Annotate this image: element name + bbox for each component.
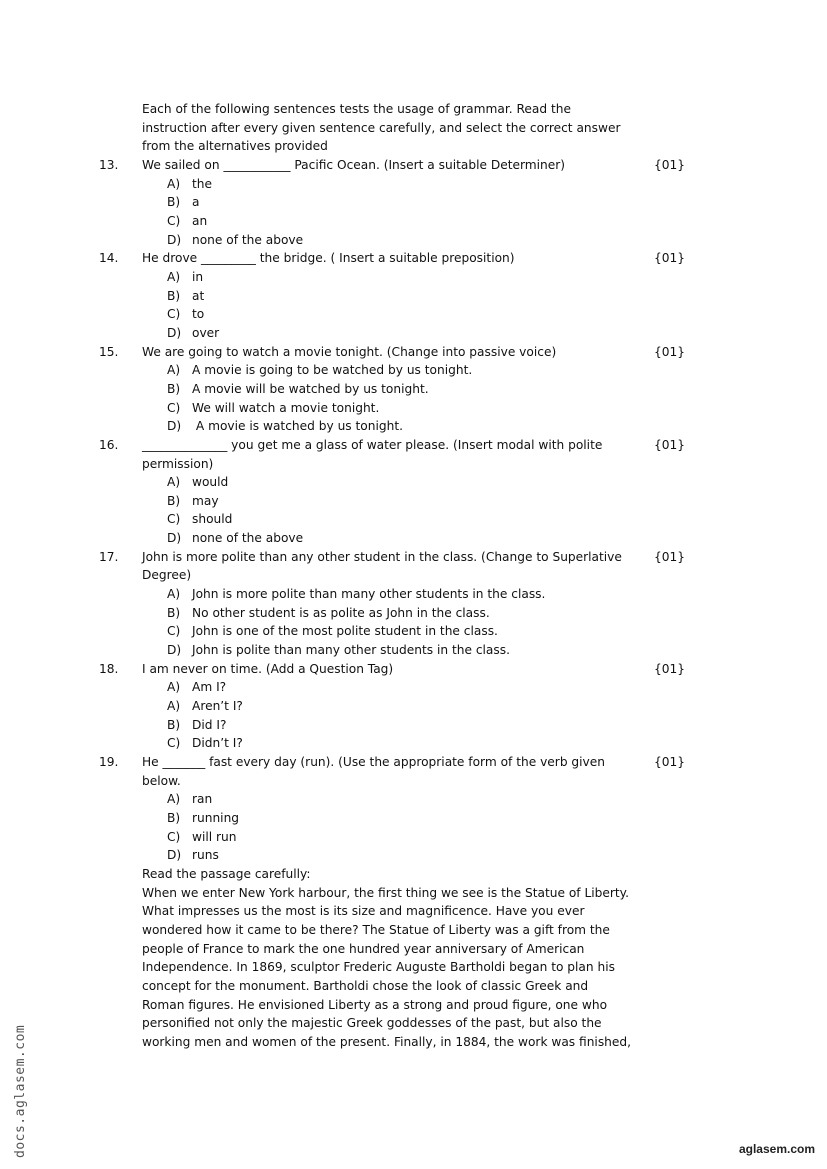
question-number: 15. xyxy=(99,344,119,359)
answer-option xyxy=(167,268,699,287)
question-text-line: He drove _________ the bridge. ( Insert a suitable preposition) xyxy=(142,251,515,266)
option-letter: D) xyxy=(167,325,182,340)
question-text-line: I am never on time. (Add a Question Tag) xyxy=(142,661,394,676)
option-letter: D) xyxy=(167,848,182,863)
option-letter: A) xyxy=(167,269,181,284)
option-letter: A) xyxy=(167,475,181,490)
question-text-line: Degree) xyxy=(142,568,192,583)
instruction-line: instruction after every given sentence carefully, and select the correct answer xyxy=(142,120,621,135)
question-marks: {01} xyxy=(654,251,686,266)
option-text: Aren’t I? xyxy=(192,699,243,714)
option-text: Am I? xyxy=(192,680,227,695)
answer-option xyxy=(167,212,699,231)
question-block xyxy=(99,436,699,548)
option-text: will run xyxy=(192,829,237,844)
question-block xyxy=(99,660,699,753)
option-text: Did I? xyxy=(192,717,227,732)
option-text: in xyxy=(192,269,204,284)
question-text-line: He _______ fast every day (run). (Use the appropriate form of the verb given xyxy=(142,755,605,769)
answer-option xyxy=(167,380,699,399)
passage-line: When we enter New York harbour, the first thing we see is the Statue of Liberty. xyxy=(142,885,630,900)
answer-option xyxy=(167,678,699,697)
question-marks: {01} xyxy=(654,661,686,676)
question-block xyxy=(99,156,699,249)
option-text: to xyxy=(192,307,205,322)
question-text xyxy=(142,156,642,175)
option-letter: D) xyxy=(167,419,182,434)
option-letter: B) xyxy=(167,810,181,825)
question-marks: {01} xyxy=(654,344,686,359)
question-block xyxy=(99,343,699,436)
question-marks: {01} xyxy=(654,437,686,452)
instruction-line: Each of the following sentences tests the usage of grammar. Read the xyxy=(142,102,571,116)
option-text: would xyxy=(192,475,229,490)
option-letter: D) xyxy=(167,232,182,247)
answer-option xyxy=(167,828,699,847)
option-letter: C) xyxy=(167,213,181,228)
question-text xyxy=(142,343,642,362)
question-number: 16. xyxy=(99,437,119,452)
answer-option xyxy=(167,231,699,250)
option-text: should xyxy=(192,512,233,527)
option-letter: A) xyxy=(167,176,181,191)
answer-option xyxy=(167,473,699,492)
answer-option xyxy=(167,399,699,418)
question-header xyxy=(99,548,699,585)
answer-option xyxy=(167,697,699,716)
option-text: A movie is watched by us tonight. xyxy=(192,419,403,434)
option-text: none of the above xyxy=(192,531,304,546)
answer-option xyxy=(167,175,699,194)
answer-option xyxy=(167,324,699,343)
instruction-line: from the alternatives provided xyxy=(142,139,328,154)
question-block xyxy=(99,548,699,660)
answer-option xyxy=(167,287,699,306)
answer-option xyxy=(167,734,699,753)
question-list xyxy=(99,156,699,1052)
question-header xyxy=(99,343,699,362)
option-text: John is more polite than many other students in the class. xyxy=(192,587,546,602)
option-text: runs xyxy=(192,848,219,863)
answer-option xyxy=(167,417,699,436)
option-text: We will watch a movie tonight. xyxy=(192,400,380,415)
option-letter: A) xyxy=(167,792,181,807)
question-text-line: ______________ you get me a glass of water please. (Insert modal with polite xyxy=(142,437,603,452)
answer-option xyxy=(167,846,699,865)
passage-line: Independence. In 1869, sculptor Frederic Auguste Bartholdi began to plan his xyxy=(142,960,615,975)
question-text-line: below. xyxy=(142,773,181,788)
option-text: a xyxy=(192,195,200,210)
option-letter: B) xyxy=(167,381,181,396)
option-text: running xyxy=(192,810,240,825)
answer-option xyxy=(167,305,699,324)
answer-option xyxy=(167,510,699,529)
question-text xyxy=(142,753,642,790)
question-marks: {01} xyxy=(654,755,686,769)
question-number: 19. xyxy=(99,755,119,769)
answer-option xyxy=(167,809,699,828)
option-letter: D) xyxy=(167,531,182,546)
option-letter: C) xyxy=(167,624,181,639)
option-text: A movie is going to be watched by us tonight. xyxy=(192,363,473,378)
option-letter: C) xyxy=(167,736,181,751)
answer-option xyxy=(167,790,699,809)
question-header xyxy=(99,660,699,679)
question-block xyxy=(99,753,699,865)
option-letter: B) xyxy=(167,493,181,508)
brand-footer: aglasem.com xyxy=(738,1142,815,1156)
passage-line: concept for the monument. Bartholdi chose the look of classic Greek and xyxy=(142,978,589,993)
option-text: No other student is as polite as John in the class. xyxy=(192,605,490,620)
question-number: 13. xyxy=(99,158,119,172)
option-letter: B) xyxy=(167,195,181,210)
question-header xyxy=(99,249,699,268)
answer-option xyxy=(167,361,699,380)
option-letter: D) xyxy=(167,643,182,658)
question-header xyxy=(99,753,699,790)
answer-option xyxy=(167,604,699,623)
answer-option xyxy=(167,622,699,641)
option-text: Didn’t I? xyxy=(192,736,243,751)
option-letter: C) xyxy=(167,400,181,415)
reading-passage xyxy=(142,884,642,1052)
answer-option xyxy=(167,641,699,660)
question-number: 18. xyxy=(99,661,119,676)
answer-option xyxy=(167,716,699,735)
option-text: at xyxy=(192,288,205,303)
question-number: 17. xyxy=(99,549,119,564)
option-text: over xyxy=(192,325,220,340)
option-text: the xyxy=(192,176,213,191)
option-letter: B) xyxy=(167,717,181,732)
question-header xyxy=(99,156,699,175)
option-text: an xyxy=(192,213,208,228)
option-letter: A) xyxy=(167,699,181,714)
passage-line: personified not only the majestic Greek goddesses of the past, but also the xyxy=(142,1016,602,1031)
question-text xyxy=(142,660,642,679)
question-text xyxy=(142,249,642,268)
passage-line: Roman figures. He envisioned Liberty as a strong and proud figure, one who xyxy=(142,997,608,1012)
question-header xyxy=(99,436,699,473)
passage-title: Read the passage carefully: xyxy=(142,866,311,881)
question-text-line: permission) xyxy=(142,456,214,471)
option-letter: C) xyxy=(167,829,181,844)
instructions xyxy=(142,100,642,156)
option-text: John is one of the most polite student in the class. xyxy=(192,624,498,639)
option-letter: A) xyxy=(167,363,181,378)
option-text: A movie will be watched by us tonight. xyxy=(192,381,429,396)
option-letter: C) xyxy=(167,512,181,527)
passage-line: working men and women of the present. Finally, in 1884, the work was finished, xyxy=(142,1034,632,1049)
question-text xyxy=(142,548,642,585)
question-text xyxy=(142,436,642,473)
option-letter: B) xyxy=(167,605,181,620)
question-number: 14. xyxy=(99,251,119,266)
question-marks: {01} xyxy=(654,158,686,172)
option-letter: A) xyxy=(167,680,181,695)
passage-line: What impresses us the most is its size and magnificence. Have you ever xyxy=(142,904,585,919)
watermark-url: docs.aglasem.com xyxy=(13,1024,28,1158)
option-text: may xyxy=(192,493,219,508)
answer-option xyxy=(167,529,699,548)
question-text-line: We sailed on ___________ Pacific Ocean. (Insert a suitable Determiner) xyxy=(142,158,566,172)
option-text: ran xyxy=(192,792,213,807)
question-block xyxy=(99,249,699,342)
question-text-line: John is more polite than any other student in the class. (Change to Superlative xyxy=(142,549,622,564)
answer-option xyxy=(167,492,699,511)
option-letter: A) xyxy=(167,587,181,602)
option-text: none of the above xyxy=(192,232,304,247)
answer-option xyxy=(167,193,699,212)
passage-line: people of France to mark the one hundred year anniversary of American xyxy=(142,941,585,956)
question-marks: {01} xyxy=(654,549,686,564)
option-letter: C) xyxy=(167,307,181,322)
option-text: John is polite than many other students in the class. xyxy=(192,643,510,658)
option-letter: B) xyxy=(167,288,181,303)
question-text-line: We are going to watch a movie tonight. (Change into passive voice) xyxy=(142,344,557,359)
passage-line: wondered how it came to be there? The Statue of Liberty was a gift from the xyxy=(142,922,610,937)
answer-option xyxy=(167,585,699,604)
